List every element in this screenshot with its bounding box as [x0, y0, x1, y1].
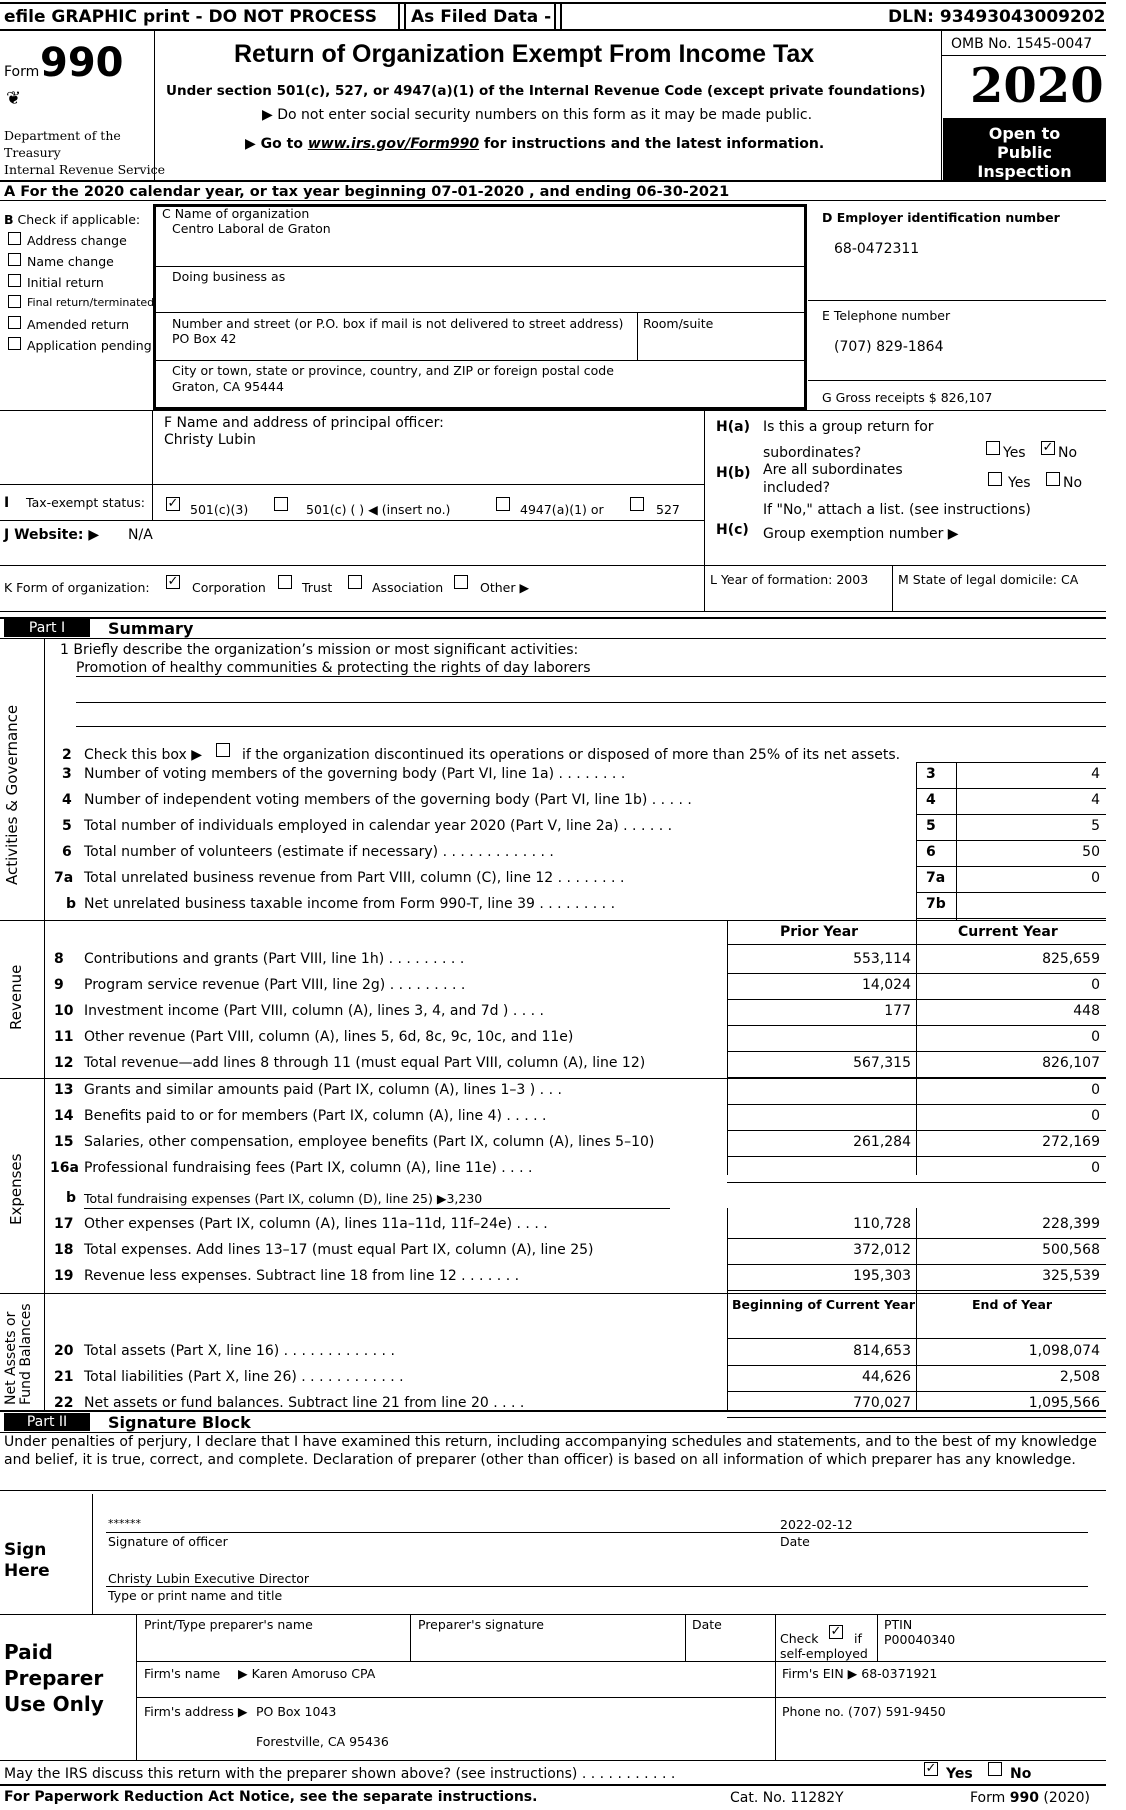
org-trust-checkbox[interactable]	[278, 575, 292, 589]
principal-officer-name: Christy Lubin	[164, 432, 256, 448]
org-corporation-label: Corporation	[192, 580, 266, 595]
b-checkbox-1[interactable]	[8, 253, 21, 266]
begin-year-header: Beginning of Current Year	[732, 1297, 915, 1312]
line-text: Investment income (Part VIII, column (A), lines 3, 4, and 7d ) . . . .	[84, 1003, 544, 1019]
line-text: Total liabilities (Part X, line 26) . . . . . . . . . . . .	[84, 1369, 404, 1385]
line-text: Program service revenue (Part VIII, line 2g) . . . . . . . . .	[84, 977, 466, 993]
preparer-name-label: Print/Type preparer's name	[144, 1617, 313, 1632]
current-year-value: 1,098,074	[1028, 1343, 1100, 1359]
hb-yes-label: Yes	[1008, 475, 1031, 491]
website-label: J Website: ▶	[4, 527, 100, 543]
gov-line-box: 5	[926, 818, 936, 834]
principal-officer-label: F Name and address of principal officer:	[164, 415, 444, 431]
prior-year-value: 261,284	[853, 1134, 911, 1150]
current-year-value: 272,169	[1042, 1134, 1100, 1150]
line2-text-b: if the organization discontinued its operations or disposed of more than 25% of its net assets.	[242, 747, 901, 763]
current-year-value: 826,107	[1042, 1055, 1100, 1071]
line-text: Revenue less expenses. Subtract line 18 from line 12 . . . . . . .	[84, 1268, 520, 1284]
hc-code: H(c)	[716, 522, 749, 538]
discuss-yes-label: Yes	[946, 1766, 973, 1782]
part2-title: Signature Block	[108, 1413, 251, 1432]
b-item-label-4: Amended return	[27, 317, 130, 332]
line1-mission: Promotion of healthy communities & protecting the rights of day laborers	[76, 660, 591, 676]
line-num: 9	[54, 977, 64, 993]
b-item-label-1: Name change	[27, 254, 114, 269]
status-501c3-checkbox[interactable]: ✓	[167, 496, 179, 511]
form-title: Return of Organization Exempt From Income Tax	[234, 40, 815, 68]
sign-label: Sign	[4, 1540, 47, 1560]
firm-ein: Firm's EIN ▶ 68-0371921	[782, 1666, 938, 1681]
gov-line-value: 50	[1082, 844, 1100, 860]
omb-number: OMB No. 1545-0047	[951, 36, 1093, 52]
irs-discuss-question: May the IRS discuss this return with the preparer shown above? (see instructions) . . . . . . . . . . .	[4, 1766, 676, 1782]
officer-signature: ******	[108, 1517, 141, 1530]
preparer-label: Preparer	[4, 1666, 104, 1690]
city-value: Graton, CA 95444	[172, 379, 284, 394]
line-text: Other revenue (Part VIII, column (A), lines 5, 6d, 8c, 9c, 10c, and 11e)	[84, 1029, 574, 1045]
ein-label: D Employer identification number	[822, 210, 1060, 225]
side-net-assets-1: Net Assets or	[3, 1311, 19, 1405]
eagle-icon: ❦	[6, 88, 22, 109]
paid-label: Paid	[4, 1640, 53, 1664]
line-i-text: Tax-exempt status:	[26, 495, 145, 510]
prior-year-value: 372,012	[853, 1242, 911, 1258]
prior-year-header: Prior Year	[780, 924, 859, 940]
line-text: Contributions and grants (Part VIII, line 1h) . . . . . . . . .	[84, 951, 465, 967]
dept-line2: Treasury	[4, 145, 61, 160]
org-association-checkbox[interactable]	[348, 575, 362, 589]
line-num: 21	[54, 1369, 74, 1385]
gov-line-num: b	[66, 896, 77, 912]
line-num: 13	[54, 1082, 74, 1098]
org-corporation-checkbox[interactable]: ✓	[167, 574, 179, 589]
hb-text1: Are all subordinates	[763, 462, 903, 478]
org-other-checkbox[interactable]	[454, 575, 468, 589]
b-checkbox-5[interactable]	[8, 337, 21, 350]
check-label: Check	[780, 1631, 819, 1646]
line-a: A For the 2020 calendar year, or tax year beginning 07-01-2020 , and ending 06-30-2021	[4, 184, 730, 200]
hb-note: If "No," attach a list. (see instructions)	[763, 502, 1031, 518]
ha-code: H(a)	[716, 419, 750, 435]
prior-year-value: 814,653	[853, 1343, 911, 1359]
use-only-label: Use Only	[4, 1692, 104, 1716]
hb-yes-checkbox[interactable]	[988, 472, 1002, 486]
gov-line-box: 6	[926, 844, 936, 860]
date-label: Date	[780, 1534, 810, 1549]
preparer-date-label: Date	[692, 1617, 722, 1632]
firm-name-label: Firm's name	[144, 1666, 221, 1681]
line-num: 19	[54, 1268, 74, 1284]
gov-line-value: 4	[1091, 766, 1100, 782]
street-value: PO Box 42	[172, 331, 237, 346]
ein-value: 68-0472311	[834, 241, 920, 257]
part1-tag: Part I	[4, 619, 90, 637]
b-item-label-2: Initial return	[27, 275, 104, 290]
part1-title: Summary	[108, 619, 194, 638]
line16b-num: b	[66, 1190, 77, 1206]
b-item-label-3: Final return/terminated	[27, 296, 155, 309]
dln: DLN: 93493043009202	[888, 7, 1106, 27]
year-of-formation: L Year of formation: 2003	[710, 572, 869, 587]
org-other-label: Other ▶	[480, 580, 530, 595]
ha-no-label: No	[1058, 445, 1078, 461]
prior-year-value: 567,315	[853, 1055, 911, 1071]
side-revenue: Revenue	[7, 964, 25, 1030]
date-value: 2022-02-12	[780, 1517, 853, 1532]
line-num: 11	[54, 1029, 74, 1045]
gov-line-value: 5	[1091, 818, 1100, 834]
hc-text: Group exemption number ▶	[763, 526, 959, 542]
firm-name: ▶ Karen Amoruso CPA	[238, 1666, 376, 1681]
line-text: Total expenses. Add lines 13–17 (must equal Part IX, column (A), line 25)	[84, 1242, 594, 1258]
line-num: 17	[54, 1216, 74, 1232]
phone-value: (707) 829-1864	[834, 339, 944, 355]
self-employed-label: self-employed	[780, 1646, 868, 1661]
dba-label: Doing business as	[172, 269, 286, 284]
line-i-label: I	[4, 495, 10, 511]
prior-year-value: 14,024	[862, 977, 911, 993]
tax-year: 2020	[970, 58, 1104, 114]
gov-line-num: 7a	[54, 870, 74, 886]
discuss-no-label: No	[1010, 1766, 1032, 1782]
dept-line3: Internal Revenue Service	[4, 162, 165, 177]
street-label: Number and street (or P.O. box if mail is not delivered to street address)	[172, 316, 624, 331]
current-year-value: 325,539	[1042, 1268, 1100, 1284]
prior-year-value: 44,626	[862, 1369, 911, 1385]
ha-text1: Is this a group return for	[763, 419, 934, 435]
ha-no-checkbox[interactable]: ✓	[1042, 440, 1054, 455]
line-text: Total revenue—add lines 8 through 11 (must equal Part VIII, column (A), line 12)	[84, 1055, 646, 1071]
b-checkbox-2[interactable]	[8, 274, 21, 287]
cat-number: Cat. No. 11282Y	[730, 1790, 844, 1806]
status-501c-label: 501(c) ( ) ◀ (insert no.)	[306, 502, 451, 517]
current-year-value: 2,508	[1059, 1369, 1100, 1385]
firm-address-line1: PO Box 1043	[256, 1704, 337, 1719]
paperwork-notice: For Paperwork Reduction Act Notice, see the separate instructions.	[4, 1789, 538, 1805]
footer-form: Form 990 (2020)	[970, 1790, 1090, 1806]
form-word: Form	[4, 64, 40, 80]
room-label: Room/suite	[643, 316, 714, 331]
end-year-header: End of Year	[972, 1297, 1053, 1312]
as-filed-label: As Filed Data -	[411, 7, 552, 27]
gov-line-num: 5	[62, 818, 72, 834]
firm-address-label: Firm's address ▶	[144, 1704, 248, 1719]
prior-year-value: 195,303	[853, 1268, 911, 1284]
ssn-notice: ▶ Do not enter social security numbers on this form as it may be made public.	[262, 107, 813, 123]
preparer-signature-label: Preparer's signature	[418, 1617, 544, 1632]
line-num: 8	[54, 951, 64, 967]
preparer-phone: Phone no. (707) 591-9450	[782, 1704, 946, 1719]
side-net-assets-2: Fund Balances	[18, 1303, 34, 1405]
line2-checkbox[interactable]	[216, 743, 230, 757]
firm-address-line2: Forestville, CA 95436	[256, 1734, 389, 1749]
line-text: Net assets or fund balances. Subtract line 21 from line 20 . . . .	[84, 1395, 525, 1411]
line-num: 20	[54, 1343, 74, 1359]
current-year-value: 500,568	[1042, 1242, 1100, 1258]
line-text: Other expenses (Part IX, column (A), lines 11a–11d, 11f–24e) . . . .	[84, 1216, 548, 1232]
open-public-badge: Open to Public Inspection	[943, 118, 1106, 180]
status-501c-checkbox[interactable]	[274, 497, 288, 511]
gov-line-box: 3	[926, 766, 936, 782]
gov-line-box: 4	[926, 792, 936, 808]
officer-name-label: Type or print name and title	[108, 1588, 283, 1603]
gov-line-box: 7a	[926, 870, 946, 886]
status-4947-checkbox[interactable]	[496, 497, 510, 511]
signature-label: Signature of officer	[108, 1534, 228, 1549]
city-label: City or town, state or province, country, and ZIP or foreign postal code	[172, 363, 614, 378]
gov-line-text: Number of voting members of the governing body (Part VI, line 1a) . . . . . . . .	[84, 766, 626, 782]
current-year-value: 0	[1091, 977, 1100, 993]
prior-year-value: 770,027	[853, 1395, 911, 1411]
current-year-value: 448	[1073, 1003, 1100, 1019]
current-year-value: 0	[1091, 1108, 1100, 1124]
line-num: 18	[54, 1242, 74, 1258]
gov-line-num: 6	[62, 844, 72, 860]
line-num: 16a	[50, 1160, 79, 1176]
ha-text2: subordinates?	[763, 445, 862, 461]
org-name-label: C Name of organization	[162, 206, 310, 221]
ptin-value: P00040340	[884, 1632, 956, 1647]
line16b-text: Total fundraising expenses (Part IX, column (D), line 25) ▶3,230	[84, 1191, 483, 1206]
org-trust-label: Trust	[302, 580, 333, 595]
hb-code: H(b)	[716, 465, 751, 481]
current-year-value: 0	[1091, 1082, 1100, 1098]
status-527-checkbox[interactable]	[630, 497, 644, 511]
b-checkbox-4[interactable]	[8, 316, 21, 329]
gov-line-value: 4	[1091, 792, 1100, 808]
ha-yes-checkbox[interactable]	[986, 441, 1000, 455]
b-checkbox-3[interactable]	[8, 295, 21, 308]
line2-text-a: Check this box ▶	[84, 747, 203, 763]
gov-line-text: Net unrelated business taxable income from Form 990-T, line 39 . . . . . . . . .	[84, 896, 616, 912]
ha-yes-label: Yes	[1003, 445, 1026, 461]
hb-no-label: No	[1063, 475, 1083, 491]
website-value: N/A	[128, 527, 153, 543]
org-name: Centro Laboral de Graton	[172, 221, 331, 236]
gov-line-num: 4	[62, 792, 72, 808]
irs-link[interactable]: www.irs.gov/Form990	[307, 136, 480, 152]
prior-year-value: 177	[884, 1003, 911, 1019]
officer-name-title: Christy Lubin Executive Director	[108, 1571, 310, 1586]
line-text: Total assets (Part X, line 16) . . . . . . . . . . . . .	[84, 1343, 395, 1359]
status-527-label: 527	[656, 502, 680, 517]
perjury-statement: Under penalties of perjury, I declare that I have examined this return, including accompanying schedules and statements, and to the best of my knowledge and belief, it is true, correct, and complete. Declaration of preparer (other than officer) is based on all information of which preparer has any knowledge.	[4, 1434, 1097, 1468]
current-year-header: Current Year	[958, 924, 1058, 940]
prior-year-value: 553,114	[853, 951, 911, 967]
hb-text2: included?	[763, 480, 831, 496]
side-activities-governance: Activities & Governance	[3, 704, 21, 885]
phone-label: E Telephone number	[822, 308, 951, 323]
part2-tag: Part II	[4, 1413, 90, 1431]
current-year-value: 1,095,566	[1028, 1395, 1100, 1411]
b-checkbox-0[interactable]	[8, 232, 21, 245]
if-label: if	[854, 1631, 862, 1646]
state-domicile: M State of legal domicile: CA	[898, 572, 1079, 587]
line-text: Benefits paid to or for members (Part IX, column (A), line 4) . . . . .	[84, 1108, 547, 1124]
form-number: 990	[40, 40, 124, 86]
efile-notice: efile GRAPHIC print - DO NOT PROCESS	[4, 7, 378, 27]
form-subtitle: Under section 501(c), 527, or 4947(a)(1) of the Internal Revenue Code (except private foundations)	[166, 83, 926, 99]
line-text: Salaries, other compensation, employee benefits (Part IX, column (A), lines 5–10)	[84, 1134, 655, 1150]
line1-label: 1 Briefly describe the organization’s mission or most significant activities:	[60, 642, 579, 658]
line-num: 15	[54, 1134, 74, 1150]
gov-line-num: 3	[62, 766, 72, 782]
line-text: Professional fundraising fees (Part IX, column (A), line 11e) . . . .	[84, 1160, 533, 1176]
gov-line-text: Total unrelated business revenue from Part VIII, column (C), line 12 . . . . . . . .	[84, 870, 625, 886]
b-item-label-0: Address change	[27, 233, 127, 248]
line-num: 14	[54, 1108, 74, 1124]
gov-line-text: Number of independent voting members of the governing body (Part VI, line 1b) . . . . .	[84, 792, 692, 808]
line-text: Grants and similar amounts paid (Part IX, column (A), lines 1–3 ) . . .	[84, 1082, 562, 1098]
form-of-org-label: K Form of organization:	[4, 580, 150, 595]
status-501c3-label: 501(c)(3)	[190, 502, 249, 517]
status-4947-label: 4947(a)(1) or	[520, 502, 604, 517]
current-year-value: 228,399	[1042, 1216, 1100, 1232]
line-num: 12	[54, 1055, 74, 1071]
discuss-no-checkbox[interactable]	[988, 1762, 1002, 1776]
side-expenses: Expenses	[7, 1153, 25, 1225]
section-b-title: B Check if applicable:	[4, 212, 141, 227]
dept-line1: Department of the	[4, 128, 121, 143]
here-label: Here	[4, 1561, 50, 1581]
ptin-label: PTIN	[884, 1617, 913, 1632]
b-item-label-5: Application pending	[27, 338, 152, 353]
gov-line-text: Total number of individuals employed in calendar year 2020 (Part V, line 2a) . . . . . .	[84, 818, 673, 834]
line2-num: 2	[62, 747, 72, 763]
gross-receipts: G Gross receipts $ 826,107	[822, 390, 993, 405]
gov-line-box: 7b	[926, 896, 946, 912]
self-employed-checkbox[interactable]: ✓	[830, 1624, 842, 1639]
gov-line-value: 0	[1091, 870, 1100, 886]
line-num: 22	[54, 1395, 74, 1411]
hb-no-checkbox[interactable]	[1046, 472, 1060, 486]
current-year-value: 0	[1091, 1160, 1100, 1176]
org-association-label: Association	[372, 580, 444, 595]
gov-line-text: Total number of volunteers (estimate if necessary) . . . . . . . . . . . . .	[84, 844, 554, 860]
goto-line: ▶ Go to www.irs.gov/Form990 for instructions and the latest information.	[245, 136, 825, 152]
current-year-value: 825,659	[1042, 951, 1100, 967]
prior-year-value: 110,728	[853, 1216, 911, 1232]
line-num: 10	[54, 1003, 74, 1019]
current-year-value: 0	[1091, 1029, 1100, 1045]
discuss-yes-checkbox[interactable]: ✓	[925, 1761, 937, 1776]
